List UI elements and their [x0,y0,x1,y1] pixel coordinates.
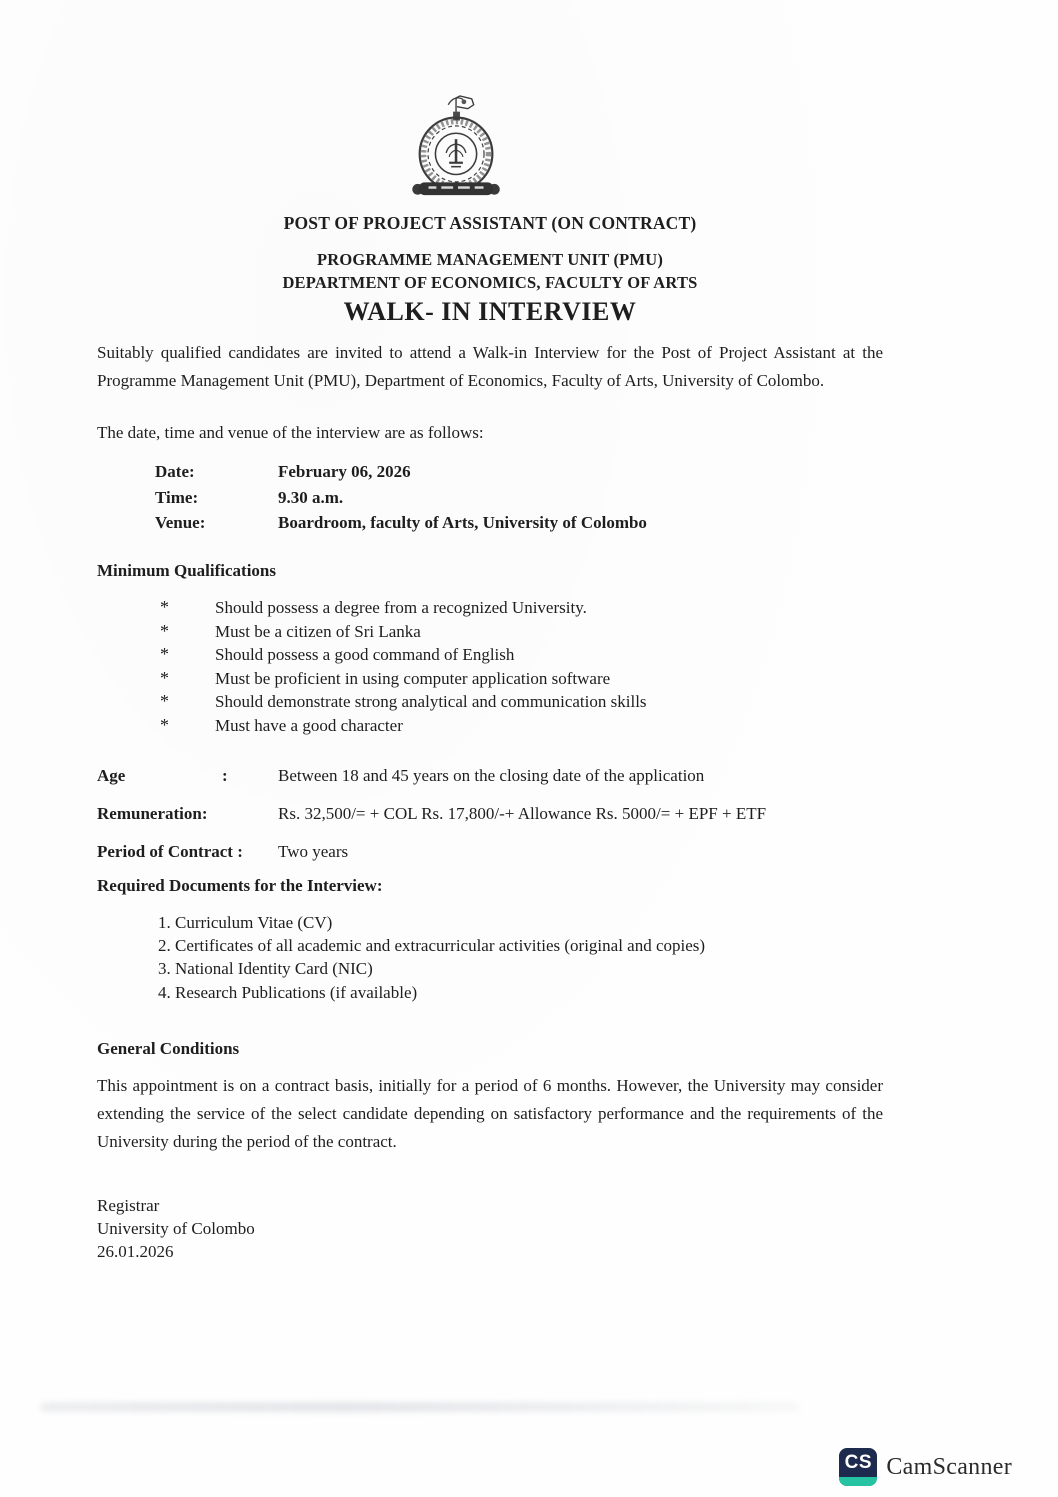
remuneration-value: Rs. 32,500/= + COL Rs. 17,800/-+ Allowance Rs. 5000/= + EPF + ETF [278,804,767,823]
qualification-text: Should possess a good command of English [215,645,515,665]
qualification-item [97,667,883,691]
schedule-row-date [155,459,855,485]
qualification-text: Should demonstrate strong analytical and communication skills [215,692,647,712]
bullet-asterisk-icon: * [160,597,169,617]
age-colon: : [222,766,228,785]
qualification-item [97,690,883,714]
schedule-intro: The date, time and venue of the interview are as follows: [97,423,484,442]
contract-period-value: Two years [278,842,349,861]
detail-row-contract-period [97,840,883,864]
venue-label: Venue: [155,513,206,532]
bullet-asterisk-icon: * [160,714,169,735]
camscanner-icon [839,1448,877,1486]
time-label: Time: [155,487,199,507]
qualification-item [97,620,883,644]
qualification-text: Must have a good character [215,715,403,735]
document-item: 1. Curriculum Vitae (CV) [158,913,333,932]
qualification-text: Must be proficient in using computer application software [215,668,611,688]
bullet-asterisk-icon: * [160,620,169,641]
qualification-item [97,643,883,667]
contract-period-label: Period of Contract : [97,842,243,861]
camscanner-brand-name: CamScanner [886,1453,1012,1480]
time-value: 9.30 a.m. [278,487,344,507]
date-label: Date: [155,462,195,481]
bullet-asterisk-icon: * [160,644,169,665]
camscanner-icon-accent-strip [839,1477,877,1486]
university-crest-icon [399,92,517,204]
documents-list [158,911,878,1004]
date-value: February 06, 2026 [278,462,411,481]
qualification-text: Should possess a degree from a recognized University. [215,598,587,617]
document-item: 4. Research Publications (if available) [158,982,418,1002]
document-item: 3. National Identity Card (NIC) [158,959,373,979]
camscanner-watermark [839,1448,1012,1486]
scan-shadow-artifact [40,1402,800,1412]
conditions-heading: General Conditions [97,1039,240,1058]
bullet-asterisk-icon: * [160,667,169,688]
documents-heading: Required Documents for the Interview: [97,876,383,895]
document-header [97,213,883,327]
department-title: DEPARTMENT OF ECONOMICS, FACULTY OF ARTS [282,273,698,292]
qualification-item [97,596,883,620]
main-title: WALK- IN INTERVIEW [343,297,637,326]
qualifications-heading: Minimum Qualifications [97,561,276,580]
unit-title: PROGRAMME MANAGEMENT UNIT (PMU) [316,250,664,269]
conditions-paragraph: This appointment is on a contract basis, initially for a period of 6 months. However, the University may consider extending the service of the select candidate depending on satisfactory performance and the requirements of the University during the period of the contract. [97,1076,883,1151]
qualifications-list [97,596,883,738]
logo-container [97,92,883,209]
qualification-item [97,714,883,738]
document-item: 2. Certificates of all academic and extracurricular activities (original and copies) [158,936,706,956]
schedule-table [155,459,855,536]
qualification-text: Must be a citizen of Sri Lanka [215,621,421,641]
detail-row-age [97,764,883,788]
signature-date: 26.01.2026 [97,1242,174,1262]
age-value: Between 18 and 45 years on the closing date of the application [278,766,705,785]
venue-value: Boardroom, faculty of Arts, University of Colombo [278,513,647,532]
intro-paragraph: Suitably qualified candidates are invited to attend a Walk-in Interview for the Post of Project Assistant at the Programme Management Unit (PMU), Department of Economics, Faculty of Arts, University of Colombo. [97,343,883,390]
detail-row-remuneration [97,802,883,826]
age-label: Age : [97,764,278,788]
signatory-title: Registrar [97,1196,160,1215]
schedule-row-time [155,485,855,511]
bullet-asterisk-icon: * [160,691,169,712]
details-table [97,764,883,878]
signature-block [97,1194,597,1264]
remuneration-label: Remuneration: [97,804,208,823]
post-title: POST OF PROJECT ASSISTANT (ON CONTRACT) [283,213,697,233]
schedule-row-venue [155,510,855,536]
signatory-institution: University of Colombo [97,1219,255,1239]
camscanner-icon-letters: CS [844,1452,873,1473]
